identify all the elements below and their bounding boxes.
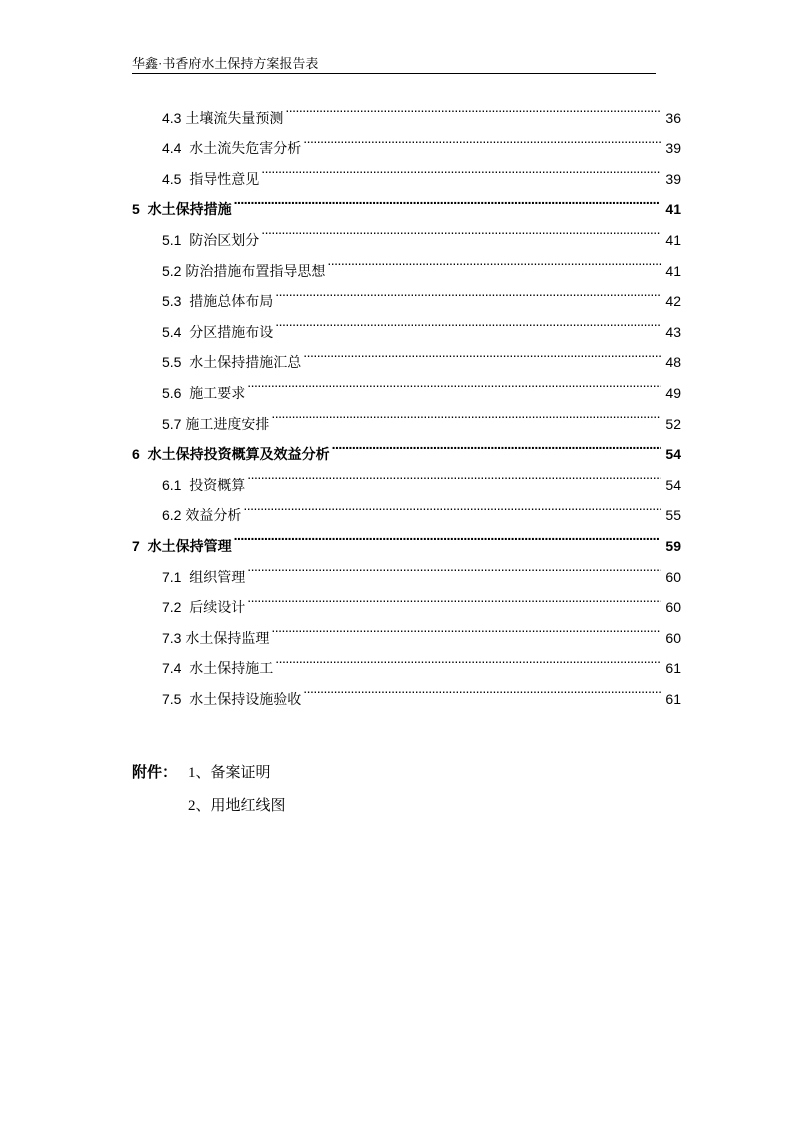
toc-entry-title: 水土保持管理 [147,537,232,554]
toc-entry-number: 7.2 [162,599,182,616]
toc-entry-page: 60 [665,568,681,585]
toc-dot-leader [275,276,661,307]
toc-entry-title: 投资概算 [189,476,246,493]
toc-dot-leader [271,398,661,429]
toc-entry-title: 组织管理 [189,568,246,585]
toc-entry-page: 60 [665,629,681,646]
toc-dot-leader [261,214,661,245]
toc-dot-leader [303,673,661,704]
toc-entry-page: 41 [665,201,681,218]
toc-entry-page: 48 [665,354,681,371]
toc-dot-leader [234,184,661,215]
toc-entry-number: 6.2 [162,507,182,524]
toc-dot-leader [271,612,661,643]
toc-entry-spacer [181,347,189,378]
toc-dot-leader [303,123,661,154]
table-of-contents [132,92,681,707]
toc-dot-leader [247,459,661,490]
toc-entry-page: 52 [665,415,681,432]
toc-entry-spacer [140,531,148,562]
toc-entry-number: 7.3 [162,629,182,646]
page-header: 华鑫·书香府水土保持方案报告表 [132,56,319,71]
toc-entry-page: 61 [665,690,681,707]
toc-entry-page: 39 [665,140,681,157]
toc-entry-number: 5.1 [162,231,182,248]
toc-entry-number: 6.1 [162,476,182,493]
toc-entry-number: 5.6 [162,384,182,401]
toc-entry-page: 59 [665,537,681,554]
toc-entry-page: 42 [665,293,681,310]
toc-dot-leader [261,153,661,184]
attachments-label: 附件： [132,765,178,781]
toc-entry-page: 54 [665,446,681,463]
toc-entry-title: 分区措施布设 [189,323,274,340]
toc-entry-title: 水土保持投资概算及效益分析 [147,446,330,463]
attachment-row [132,795,286,828]
toc-dot-leader [303,337,661,368]
toc-entry-number: 5.3 [162,293,182,310]
toc-entry-spacer [140,194,148,225]
toc-entry-page: 41 [665,262,681,279]
toc-entry-number: 4.5 [162,170,182,187]
toc-entry-number: 7.5 [162,690,182,707]
toc-entry-title: 措施总体布局 [189,293,274,310]
toc-entry-number: 7.1 [162,568,182,585]
toc-entry-number: 5.7 [162,415,182,432]
toc-dot-leader [234,520,661,551]
toc-entry-spacer [181,470,189,501]
toc-entry-title: 水土流失危害分析 [189,140,302,157]
toc-entry-title: 水土保持设施验收 [189,690,302,707]
toc-entry-spacer [181,225,189,256]
toc-entry-title: 水土保持施工 [189,660,274,677]
toc-entry-page: 41 [665,231,681,248]
toc-dot-leader [247,367,661,398]
toc-entry-number: 7.4 [162,660,182,677]
toc-dot-leader [275,643,661,674]
toc-entry-spacer [181,562,189,593]
toc-dot-leader [332,429,661,460]
toc-entry-spacer [181,286,189,317]
toc-entry-spacer [181,684,189,715]
toc-entry-title: 指导性意见 [189,170,260,187]
toc-entry-number: 5.5 [162,354,182,371]
toc-entry-title: 土壤流失量预测 [185,109,284,126]
toc-entry-page: 36 [665,109,681,126]
toc-dot-leader [247,582,661,613]
toc-entry-title: 水土保持措施汇总 [189,354,302,371]
toc-entry-number: 4.3 [162,109,182,126]
toc-dot-leader [285,92,661,123]
toc-dot-leader [327,245,661,276]
toc-entry-title: 防治区划分 [189,231,260,248]
attachments [132,762,286,828]
toc-entry-number: 6 [132,446,140,463]
toc-entry-spacer [140,439,148,470]
toc-entry-spacer [181,653,189,684]
toc-entry-number: 5 [132,201,140,218]
toc-entry-title: 防治措施布置指导思想 [185,262,326,279]
toc-entry-page: 49 [665,384,681,401]
toc-entry-title: 效益分析 [185,507,242,524]
toc-dot-leader [275,306,661,337]
toc-entry-number: 5.2 [162,262,182,279]
toc-entry-title: 施工进度安排 [185,415,270,432]
toc-entry-title: 施工要求 [189,384,246,401]
toc-entry-spacer [181,592,189,623]
attachment-row [132,762,286,795]
toc-entry-number: 4.4 [162,140,182,157]
toc-entry-page: 54 [665,476,681,493]
toc-entry-page: 55 [665,507,681,524]
toc-entry-title: 后续设计 [189,599,246,616]
toc-entry-spacer [181,164,189,195]
toc-entry-title: 水土保持措施 [147,201,232,218]
toc-entry-page: 60 [665,599,681,616]
toc-entry-spacer [181,378,189,409]
toc-entry-page: 61 [665,660,681,677]
toc-entry-page: 43 [665,323,681,340]
toc-entry-number: 5.4 [162,323,182,340]
toc-entry-spacer [181,133,189,164]
toc-dot-leader [243,490,661,521]
toc-dot-leader [247,551,661,582]
toc-entry-page: 39 [665,170,681,187]
toc-entry-title: 水土保持监理 [185,629,270,646]
attachment-item: 2、用地红线图 [188,798,286,814]
toc-entry-number: 7 [132,537,140,554]
attachment-item: 1、备案证明 [188,765,271,781]
toc-entry[interactable] [132,92,681,126]
toc-entry-spacer [181,317,189,348]
header-rule [132,73,656,74]
